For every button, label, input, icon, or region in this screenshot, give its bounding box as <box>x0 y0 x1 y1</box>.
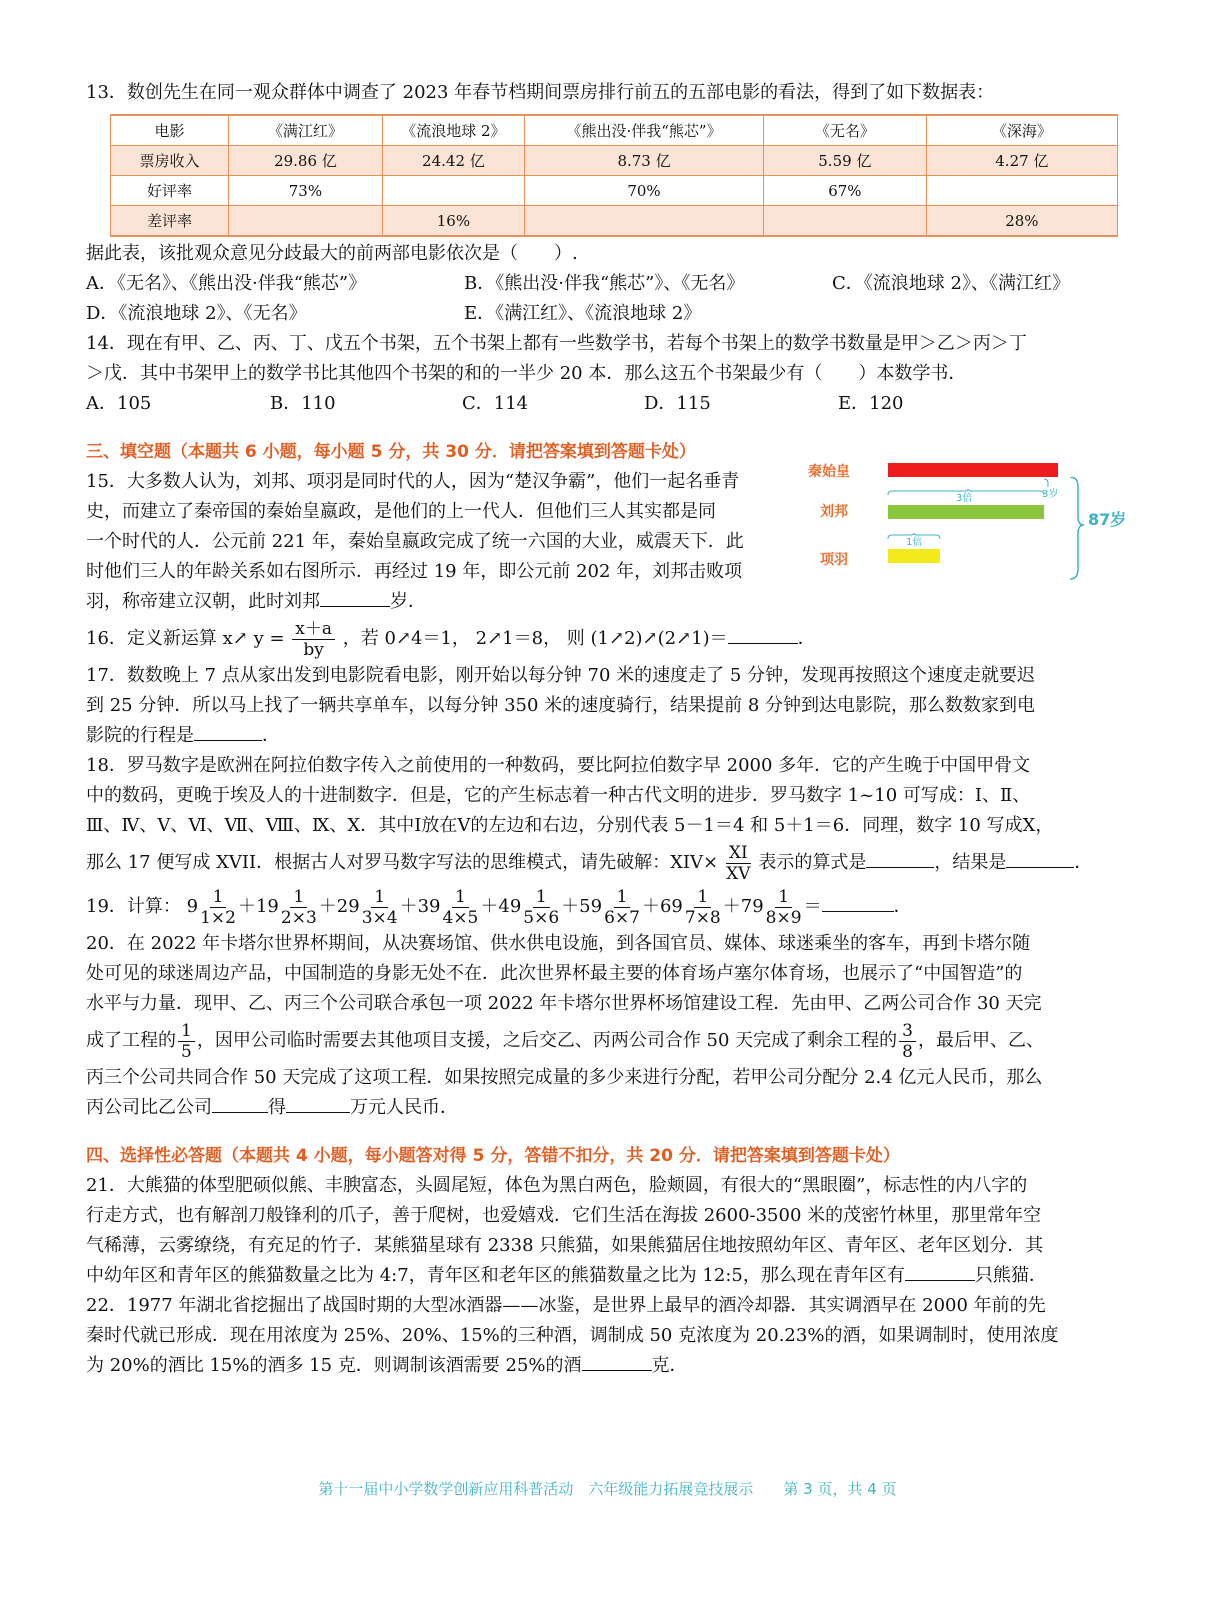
table-cell: 票房收入 <box>111 146 229 176</box>
q18-line4-mid: 表示的算式是 <box>758 852 867 873</box>
q19-term-whole: ＋39 <box>399 896 441 917</box>
q17-line1: 17．数数晚上 7 点从家出发到电影院看电影，刚开始以每分钟 70 米的速度走了 5 分钟，发现再按照这个速度走就要迟 <box>86 665 1036 686</box>
q19-term-whole: ＋49 <box>480 896 522 917</box>
q13-option-c: C．《流浪地球 2》、《满江红》 <box>832 273 1070 294</box>
q20-line4-a: 成了工程的 <box>86 1030 176 1051</box>
q20-line4 <box>86 1019 1126 1063</box>
q21-line3: 气稀薄，云雾缭绕，有充足的竹子．某熊猫星球有 2338 只熊猫，如果熊猫居住地按照幼年区、青年区、老年区划分．其 <box>86 1235 1044 1256</box>
q19-term-fraction <box>523 887 559 928</box>
label-liu: 刘邦 <box>820 504 848 520</box>
q14-line1: 14．现在有甲、乙、丙、丁、戊五个书架，五个书架上都有一些数学书，若每个书架上的数学书数量是甲＞乙＞丙＞丁 <box>86 333 1027 354</box>
table-row <box>111 146 1118 176</box>
q20-line6-c: 万元人民币． <box>350 1097 458 1118</box>
q16 <box>86 617 1126 661</box>
q14-option-b: B．110 <box>270 393 336 414</box>
table-cell: 73% <box>229 176 383 206</box>
q21-answer-blank[interactable] <box>905 1262 975 1281</box>
q22-answer-blank[interactable] <box>582 1352 652 1371</box>
section-4-title: 四、选择性必答题（本题共 4 小题，每小题答对得 5 分，答错不扣分，共 20 分．请把答案填到答题卡处） <box>86 1146 900 1166</box>
q19-term-fraction <box>281 887 317 928</box>
q13-options-row1 <box>86 269 1126 299</box>
q20-fraction-1 <box>178 1021 195 1062</box>
table-cell <box>229 206 383 237</box>
q20-frac2-num: 3 <box>899 1021 916 1042</box>
q19-term-whole: 9 <box>186 896 199 917</box>
table-cell: 《无名》 <box>764 115 927 146</box>
q14-option-e: E．120 <box>838 393 904 414</box>
q13-option-a: A．《无名》、《熊出没·伴我“熊芯”》 <box>86 273 367 294</box>
q19-term-fraction <box>442 887 478 928</box>
q15-line5-text: 羽，称帝建立汉朝，此时刘邦 <box>86 591 320 612</box>
label-qin: 秦始皇 <box>808 464 850 480</box>
q22-line3 <box>86 1351 1126 1381</box>
q15-answer-blank[interactable] <box>320 588 390 607</box>
q20-answer-blank-1[interactable] <box>212 1094 268 1113</box>
q19-term-num: 1 <box>533 887 550 908</box>
q14-options <box>86 389 1126 419</box>
table-row <box>111 115 1118 146</box>
q19-term-whole: ＋59 <box>561 896 603 917</box>
q16-answer-blank[interactable] <box>728 625 798 644</box>
q19-term-fraction <box>766 887 802 928</box>
q16-fraction <box>292 619 335 660</box>
q18-line4-prefix: 那么 17 便写成 XVII．根据古人对罗马数字写法的思维模式，请先破解：XIV× <box>86 852 719 873</box>
q22-line3-a: 为 20%的酒比 15%的酒多 15 克．则调制该酒需要 25%的酒 <box>86 1355 582 1376</box>
table-row <box>111 206 1118 237</box>
q19-term-den: 2×3 <box>280 907 317 928</box>
table-cell: 16% <box>382 206 524 237</box>
q15-line3: 一个时代的人．公元前 221 年，秦始皇嬴政完成了统一六国的大业，威震天下．此 <box>86 531 744 552</box>
q15-line1: 15．大多数人认为，刘邦、项羽是同时代的人，因为“楚汉争霸”，他们一起名垂青 <box>86 471 740 492</box>
q22-line3-b: 克． <box>651 1355 688 1376</box>
q20-fraction-2 <box>899 1021 916 1062</box>
q16-end: ． <box>797 628 816 649</box>
table-cell: 28% <box>926 206 1117 237</box>
bar-qin <box>888 463 1058 477</box>
q19-term-den: 4×5 <box>442 907 479 928</box>
table-cell: 差评率 <box>111 206 229 237</box>
q19-term-num: 1 <box>614 887 631 908</box>
page-footer: 第十一届中小学数学创新应用科普活动 六年级能力拓展竞技展示 第 3 页，共 4 页 <box>318 1480 897 1498</box>
table-row <box>111 176 1118 206</box>
q20-line6 <box>86 1093 1126 1123</box>
q19-term-num: 1 <box>452 887 469 908</box>
q14-option-d: D．115 <box>644 393 711 414</box>
q21-line1: 21．大熊猫的体型肥硕似熊、丰腴富态，头圆尾短，体色为黑白两色，脸颊圆，有很大的“黑眼圈”，标志性的内八字的 <box>86 1175 1028 1196</box>
table-cell: 《熊出没·伴我“熊芯”》 <box>525 115 764 146</box>
table-cell: 5.59 亿 <box>764 146 927 176</box>
age-relation-diagram <box>806 464 1136 597</box>
q18-line2: 中的数码，更晚于埃及人的十进制数字．但是，它的产生标志着一种古代文明的进步．罗马数字 1~10 可写成：Ⅰ、Ⅱ、 <box>86 785 1031 806</box>
q19-term-whole: ＋69 <box>641 896 683 917</box>
table-cell: 《满江红》 <box>229 115 383 146</box>
label-xiang: 项羽 <box>820 552 848 568</box>
q17-line2: 到 25 分钟．所以马上找了一辆共享单车，以每分钟 350 米的速度骑行，结果提前 8 分钟到达电影院，那么数数家到电 <box>86 695 1036 716</box>
q18-frac-den: XV <box>726 863 751 884</box>
q19-term-num: 1 <box>775 887 792 908</box>
table-cell: 电影 <box>111 115 229 146</box>
q20-answer-blank-2[interactable] <box>286 1094 350 1113</box>
q15-block <box>86 464 1127 617</box>
table-cell: 67% <box>764 176 927 206</box>
q19-term-num: 1 <box>290 887 307 908</box>
section-3-title: 三、填空题（本题共 6 小题，每小题 5 分，共 30 分．请把答案填到答题卡处） <box>86 442 696 462</box>
table-cell: 《流浪地球 2》 <box>382 115 524 146</box>
q19-term-den: 8×9 <box>765 907 802 928</box>
q15-line5 <box>86 587 796 617</box>
q13-option-d: D．《流浪地球 2》、《无名》 <box>86 303 307 324</box>
q19-equals: ＝ <box>803 896 822 917</box>
q21-line4-a: 中幼年区和青年区的熊猫数量之比为 4:7，青年区和老年区的熊猫数量之比为 12:5，那么现在青年区有 <box>86 1265 905 1286</box>
q17-answer-blank[interactable] <box>194 722 262 741</box>
q19-term-den: 7×8 <box>684 907 721 928</box>
q17-line3 <box>86 721 1126 751</box>
q19-end: ． <box>893 896 912 917</box>
table-cell: 29.86 亿 <box>229 146 383 176</box>
note-three-times: 3倍 <box>956 493 973 504</box>
q19-term-whole: ＋29 <box>318 896 360 917</box>
q21-line4 <box>86 1261 1126 1291</box>
q17-line3-end: ． <box>262 725 280 746</box>
table-cell: 好评率 <box>111 176 229 206</box>
q20-line2: 处可见的球迷周边产品，中国制造的身影无处不在．此次世界杯最主要的体育场卢塞尔体育场，也展示了“中国智造”的 <box>86 963 1023 984</box>
q18-line4 <box>86 841 1126 885</box>
q21-line2: 行走方式，也有解剖刀般锋利的爪子，善于爬树，也爱嬉戏．它们生活在海拔 2600-3500 米的茂密竹林里，那里常年空 <box>86 1205 1042 1226</box>
q17-line3-text: 影院的行程是 <box>86 725 194 746</box>
q19-term-fraction <box>200 887 236 928</box>
q19-term-whole: ＋79 <box>722 896 764 917</box>
q20-frac1-num: 1 <box>178 1021 195 1042</box>
q16-condition: ，若 0↗4＝1， 2↗1＝8， 则 (1↗2)↗(2↗1)＝ <box>342 628 728 649</box>
q15-line4: 时他们三人的年龄关系如右图所示．再经过 19 年，即公元前 202 年，刘邦击败项 <box>86 561 743 582</box>
table-cell: 8.73 亿 <box>525 146 764 176</box>
q13-stem: 13．数创先生在同一观众群体中调查了 2023 年春节档期间票房排行前五的五部电影的看法，得到了如下数据表： <box>86 82 995 103</box>
q18-line4-mid2: ，结果是 <box>934 852 1007 873</box>
q13-question: 据此表，该批观众意见分歧最大的前两部电影依次是（ ）. <box>86 243 578 264</box>
q15-line2: 史，而建立了秦帝国的秦始皇嬴政，是他们的上一代人．但他们三人其实都是同 <box>86 501 716 522</box>
q20-line1: 20．在 2022 年卡塔尔世界杯期间，从决赛场馆、供水供电设施，到各国官员、媒体、球迷乘坐的客车，再到卡塔尔随 <box>86 933 1031 954</box>
q19 <box>86 885 1126 929</box>
table-cell <box>525 206 764 237</box>
q13-options-row2 <box>86 299 1126 329</box>
q22-line2: 秦时代就已形成．现在用浓度为 25%、20%、15%的三种酒，调制成 50 克浓度为 20.23%的酒，如果调制时，使用浓度 <box>86 1325 1059 1346</box>
note-one-times: 1倍 <box>906 537 923 548</box>
brace-marks <box>884 477 1084 587</box>
q20-frac2-den: 8 <box>902 1041 913 1062</box>
age-total: 87岁 <box>1088 510 1127 529</box>
q14-option-a: A．105 <box>86 393 152 414</box>
table-cell: 70% <box>525 176 764 206</box>
q19-term-fraction <box>604 887 640 928</box>
note-three-years: 3岁 <box>1042 489 1059 500</box>
q19-term-den: 1×2 <box>200 907 236 928</box>
q19-answer-blank[interactable] <box>822 893 894 912</box>
q18-frac-num: XI <box>726 843 751 864</box>
table-cell <box>382 176 524 206</box>
table-cell: 《深海》 <box>926 115 1117 146</box>
q18-line3: Ⅲ、Ⅳ、Ⅴ、Ⅵ、Ⅶ、Ⅷ、Ⅸ、Ⅹ．其中Ⅰ放在Ⅴ的左边和右边，分别代表 5－1＝4 和 5＋1＝6．同理，数字 10 写成Ⅹ， <box>86 815 1054 836</box>
q16-prefix: 16．定义新运算 x↗ y = <box>86 628 285 649</box>
q19-term-num: 1 <box>371 887 388 908</box>
q20-line4-c: ，最后甲、乙、 <box>918 1030 1044 1051</box>
q20-frac1-den: 5 <box>181 1041 192 1062</box>
q19-term-fraction <box>362 887 398 928</box>
exam-page <box>86 78 1126 1381</box>
q18-answer-blank-1[interactable] <box>866 849 934 868</box>
q16-frac-den: by <box>303 639 324 660</box>
q16-frac-num: x＋a <box>292 619 335 640</box>
q19-term-den: 3×4 <box>361 907 398 928</box>
q18-fraction <box>726 843 751 884</box>
q19-term-den: 5×6 <box>523 907 560 928</box>
q20-line5: 丙三个公司共同合作 50 天完成了这项工程．如果按照完成量的多少来进行分配，若甲公司分配分 2.4 亿元人民币，那么 <box>86 1067 1043 1088</box>
q15-line5-end: 岁． <box>390 591 426 612</box>
q18-answer-blank-2[interactable] <box>1006 849 1074 868</box>
q20-line3: 水平与力量．现甲、乙、丙三个公司联合承包一项 2022 年卡塔尔世界杯场馆建设工程．先由甲、乙两公司合作 30 天完 <box>86 993 1042 1014</box>
movie-data-table <box>110 114 1118 237</box>
q21-line4-b: 只熊猫． <box>974 1265 1047 1286</box>
q18-line1: 18．罗马数字是欧洲在阿拉伯数字传入之前使用的一种数码，要比阿拉伯数字早 2000 多年．它的产生晚于中国甲骨文 <box>86 755 1031 776</box>
table-cell <box>926 176 1117 206</box>
table-cell: 4.27 亿 <box>926 146 1117 176</box>
q13-option-e: E．《满江红》、《流浪地球 2》 <box>464 303 702 324</box>
q14-option-c: C．114 <box>462 393 529 414</box>
q19-term-den: 6×7 <box>604 907 640 928</box>
table-cell: 24.42 亿 <box>382 146 524 176</box>
q19-term-num: 1 <box>210 887 227 908</box>
q19-term-fraction <box>685 887 721 928</box>
q20-line6-b: 得 <box>268 1097 286 1118</box>
q19-term-whole: ＋19 <box>237 896 279 917</box>
q14-line2: ＞戊．其中书架甲上的数学书比其他四个书架的和的一半少 20 本．那么这五个书架最少有（ ）本数学书． <box>86 363 967 384</box>
q22-line1: 22．1977 年湖北省挖掘出了战国时期的大型冰酒器——冰鉴，是世界上最早的酒冷却器．其实调酒早在 2000 年前的先 <box>86 1295 1046 1316</box>
q13-option-b: B．《熊出没·伴我“熊芯”》、《无名》 <box>464 273 745 294</box>
q20-line6-a: 丙公司比乙公司 <box>86 1097 212 1118</box>
table-cell <box>764 206 927 237</box>
q20-line4-b: ，因甲公司临时需要去其他项目支援，之后交乙、丙两公司合作 50 天完成了剩余工程的 <box>196 1030 898 1051</box>
q19-prefix: 19．计算： <box>86 896 181 917</box>
q18-line4-end: ． <box>1074 852 1093 873</box>
q19-term-num: 1 <box>694 887 711 908</box>
